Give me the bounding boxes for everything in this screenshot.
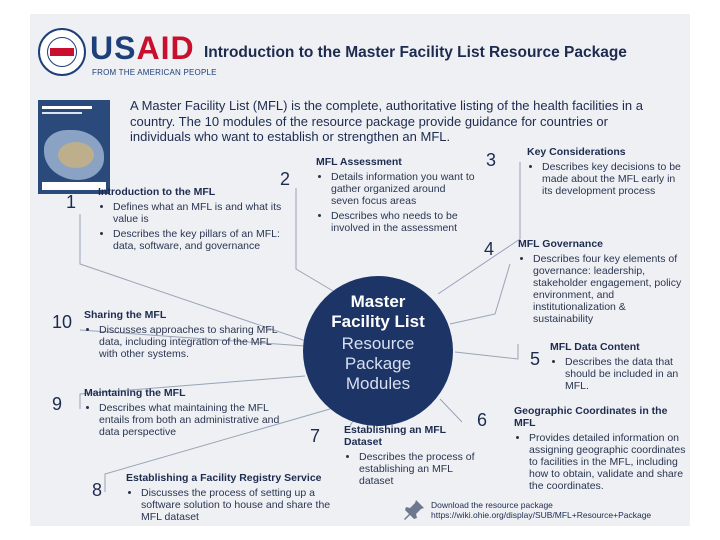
module-number-3: 3 [486, 150, 497, 170]
module-title: Geographic Coordinates in the MFL [514, 405, 668, 429]
module-title: Maintaining the MFL [84, 387, 186, 399]
module-2 [316, 156, 476, 237]
center-line-1: Master [350, 292, 406, 311]
module-3 [527, 146, 687, 200]
module-bullet: • Discusses the process of setting up a software solution to house and share the MFL dataset [141, 487, 346, 523]
connector-5 [455, 344, 518, 359]
download-link[interactable]: https://wiki.ohie.org/display/SUB/MFL+Resource+Package [431, 510, 652, 520]
module-title: MFL Assessment [316, 156, 402, 168]
module-bullet: • Describes who needs to be involved in the assessment [331, 210, 476, 234]
module-bullet: • Describes the data that should be included in an MFL. [565, 356, 688, 392]
module-number-1: 1 [66, 192, 77, 212]
module-7 [344, 424, 484, 490]
module-title: Establishing an MFL Dataset [344, 424, 446, 448]
download-block [431, 500, 651, 520]
center-circle [303, 276, 453, 426]
download-label: Download the resource package [431, 500, 553, 510]
module-bullet: • Describes key decisions to be made about the MFL early in its development process [542, 161, 687, 197]
center-line-2: Facility List [331, 312, 425, 331]
module-bullet: • Defines what an MFL is and what its value is [113, 201, 298, 225]
pushpin-icon [402, 498, 426, 522]
module-bullet: • Details information you want to gather organized around seven focus areas [331, 171, 476, 207]
center-line-5: Modules [345, 374, 411, 393]
module-bullet: • Describes the process of establishing an MFL dataset [359, 451, 484, 487]
module-1 [98, 186, 298, 255]
module-title: MFL Data Content [550, 341, 640, 353]
module-6 [514, 405, 688, 495]
module-title: Introduction to the MFL [98, 186, 216, 198]
module-4 [518, 238, 683, 328]
module-number-2: 2 [280, 169, 291, 189]
module-number-7: 7 [310, 426, 321, 446]
module-bullet: • Provides detailed information on assigning geographic coordinates to facilities in the MFL, including how to obtain, validate and share the coordinates. [529, 432, 688, 492]
module-bullet: • Discusses approaches to sharing MFL data, including integration of the MFL with other systems. [99, 324, 284, 360]
module-number-4: 4 [484, 239, 495, 259]
center-line-3: Resource [341, 334, 415, 353]
module-bullet: • Describes the key pillars of an MFL: data, software, and governance [113, 228, 298, 252]
module-9 [84, 387, 284, 441]
page-title: Introduction to the Master Facility List Resource Package [204, 44, 627, 61]
module-title: Key Considerations [527, 146, 626, 158]
module-8 [126, 472, 346, 526]
module-title: MFL Governance [518, 238, 603, 250]
module-bullet: • Describes four key elements of governance: leadership, stakeholder engagement, policy environment, and institutionalization & sustainability [533, 253, 683, 325]
center-line-4: Package [344, 354, 412, 373]
connector-4 [450, 264, 510, 324]
module-bullet: • Describes what maintaining the MFL entails from both an administrative and data perspective [99, 402, 284, 438]
intro-paragraph: A Master Facility List (MFL) is the complete, authoritative listing of the health facilities in a country. The 10 modules of the resource package provide guidance for countries or individuals who want to establish or strengthen an MFL. [130, 98, 643, 144]
usaid-tagline: FROM THE AMERICAN PEOPLE [92, 68, 217, 77]
usaid-wordmark: USAID [90, 30, 195, 66]
module-title: Establishing a Facility Registry Service [126, 472, 322, 484]
module-number-9: 9 [52, 394, 63, 414]
slide [30, 14, 690, 526]
module-number-8: 8 [92, 480, 103, 500]
module-title: Sharing the MFL [84, 309, 167, 321]
module-number-10: 10 [52, 312, 73, 332]
module-10 [84, 309, 284, 363]
module-number-6: 6 [477, 410, 488, 430]
connector-6 [440, 399, 462, 422]
module-number-5: 5 [530, 349, 541, 369]
module-5 [550, 341, 688, 395]
